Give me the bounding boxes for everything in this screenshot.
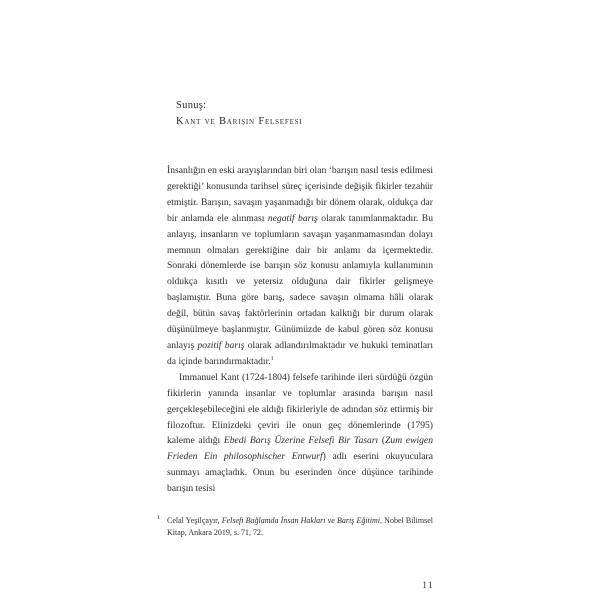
text-segment: Immanuel Kant (1724-1804) felsefe tarihinde ileri sürdüğü özgün fikirlerin yanında insanlar ve toplumlar arasında barışın nasıl gerçekleşebileceğini ele aldığı fikirleriyle de adından söz ettirmiş bir filozoftur. Elinizdeki çeviri ile onun geç dönemlerinde (1795) kaleme aldığı	[167, 371, 433, 447]
footnote-reference[interactable]: 1	[270, 355, 274, 362]
chapter-title: Kant ve Barışın Felsefesi	[176, 116, 303, 127]
heading-label: Sunuş:	[176, 100, 207, 111]
italic-work-title-de: Zum ewigen Frieden Ein philosophischer Entwurf	[167, 435, 433, 463]
italic-term-pozitif-baris: pozitif barış	[197, 339, 245, 351]
text-segment: (	[378, 435, 386, 447]
text-segment: olarak adlandırılmaktadır ve hukuki teminatları da içinde barındırmaktadır.	[167, 339, 433, 367]
footnote-number: 1	[157, 515, 160, 521]
footnote	[157, 515, 433, 538]
chapter-heading	[176, 98, 476, 130]
page-number: 11	[422, 580, 434, 590]
italic-book-title: Felsefi Bağlamda İnsan Hakları ve Barış Eğitimi	[221, 516, 381, 525]
text-segment: olarak tanımlanmaktadır. Bu anlayış, insanların ve toplumların savaşın yaşanmamasından dolayı memnun olmaları gerektiğine dair bir anlamı da içermektedir. Sonraki dönemlerde ise barışın söz konusu anlamıyla kullanımının oldukça kısıtlı ve yetersiz olduğuna dair fikirler gelişmeye başlamıştır. Buna göre barış, sadece savaşın olmama hâli olarak değil, bütün savaş faktörlerinin ortadan kalktığı bir durum olarak düşünülmeye başlanmıştır. Günümüzde de kabul gören söz konusu anlayış	[167, 212, 433, 351]
paragraph-1	[167, 163, 433, 370]
footnote-text	[167, 515, 433, 538]
text-segment: ) adlı eserini okuyuculara sunmayı amaçladık. Onun bu eserinden önce düşünce tarihinde barışın tesisi	[167, 451, 433, 495]
text-segment: , Nobel Bilimsel Kitap, Ankara 2019, s. 71, 72.	[167, 516, 434, 537]
paragraph-2	[167, 370, 433, 497]
italic-term-negatif-baris: negatif barış	[267, 212, 318, 224]
text-segment: Celal Yeşilçayır,	[167, 516, 222, 525]
body-text	[167, 163, 433, 497]
italic-work-title-tr: Ebedi Barış Üzerine Felsefi Bir Tasarı	[223, 435, 379, 447]
text-segment: İnsanlığın en eski arayışlarından biri olan ‘barışın nasıl tesis edilmesi gerektiği’ konusunda tarihsel süreç içerisinde değişik fikirler tezahür etmiştir. Barışın, savaşın yaşanmadığı bir dönem olarak, oldukça dar bir anlamda ele alınması	[167, 165, 433, 224]
